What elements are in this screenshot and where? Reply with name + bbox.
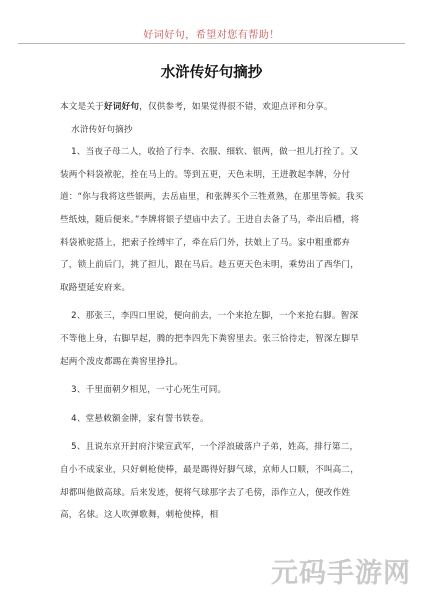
intro-paragraph xyxy=(60,96,366,119)
site-watermark: 元码手游网 xyxy=(271,558,411,589)
quote-item-5: 5、且说东京开封府汴梁宣武军，一个浮浪破落户子弟，姓高，排行第二，自小不成家业，只好刺枪使棒，最是踢得好脚气球，京师人口顺，不叫高二，却都叫他做高球。后来发迹，便将气球那字去了毛傍，添作立人，便改作姓高，名俅。这人吹弹歌舞，刺枪使棒，相 xyxy=(60,442,359,521)
intro-after: ，仅供参考，如果觉得很不错，欢迎点评和分享。 xyxy=(139,102,333,112)
page-title: 水浒传好句摘抄 xyxy=(160,65,263,81)
intro-keyword: 好词好句 xyxy=(103,102,140,112)
header-tagline: 好词好句，希望对您有帮助！ xyxy=(143,30,280,41)
quote-item-4: 4、堂悬敕额金牌，家有誓书铁卷。 xyxy=(71,413,209,424)
quote-item-3: 3、千里面朝夕相见，一寸心死生可同。 xyxy=(71,385,227,396)
article-body xyxy=(60,96,366,527)
header-divider xyxy=(18,43,405,44)
section-subtitle: 水浒传好句摘抄 xyxy=(71,124,133,135)
intro-before: 本文是关于 xyxy=(60,102,104,112)
quote-item-1: 1、当夜子母二人，收拾了行李、衣服、细软、银两，做一担儿打拴了。又装两个料袋袱驼，拴在马上的。等到五更，天色未明，王进教起李牌，分付道：“你与我将这些银两，去岳庙里，和张牌买个三牲煮熟，在那里等候。我买些纸烛，随后便来。”李牌将银子望庙中去了。王进自去备了马，牵出后槽，将料袋袱驼搭上，把索子拴缚牢了，牵在后门外，扶娘上了马。家中粗重都弃了，锁上前后门，挑了担儿，跟在马后。趁五更天色未明，乘势出了西华门，取路望延安府来。 xyxy=(60,147,364,293)
quote-item-2: 2、那张三，李四口里说，便向前去，一个来抢左脚，一个来抢右脚。智深不等他上身，右脚早起，腾的把李四先下粪窖里去。张三恰待走，智深左脚早起两个泼皮都踢在粪窖里挣扎。 xyxy=(60,311,359,367)
